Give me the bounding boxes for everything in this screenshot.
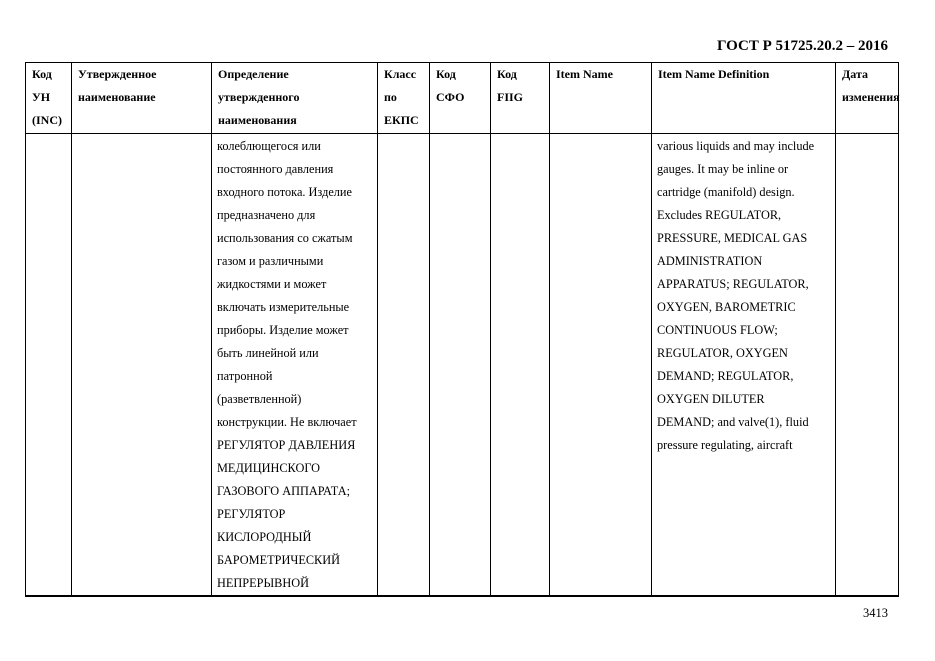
cell-text-line: OXYGEN, BAROMETRIC xyxy=(657,300,796,314)
cell-text-line: КИСЛОРОДНЫЙ xyxy=(217,530,312,544)
cell-text-line: приборы. Изделие может xyxy=(217,323,349,337)
header-code-sfo: Код СФО xyxy=(430,63,491,134)
header-class-ekps: Класс по ЕКПС xyxy=(378,63,430,134)
standard-table xyxy=(25,62,899,597)
cell-change-date xyxy=(836,134,899,597)
cell-text-line: газом и различными xyxy=(217,254,324,268)
document-title: ГОСТ Р 51725.20.2 – 2016 xyxy=(716,38,888,54)
cell-text-line: OXYGEN DILUTER xyxy=(657,392,765,406)
cell-text-line: ГАЗОВОГО АППАРАТА; xyxy=(217,484,351,498)
table-header-row xyxy=(26,63,899,134)
cell-text-line: pressure regulating, aircraft xyxy=(657,438,793,452)
cell-text-line: cartridge (manifold) design. xyxy=(657,185,795,199)
cell-text-line: конструкции. Не включает xyxy=(217,415,357,429)
header-code-un: Код УН (INC) xyxy=(26,63,72,134)
cell-text-line: (разветвленной) xyxy=(217,392,302,406)
cell-code-sfo xyxy=(430,134,491,597)
cell-code-un xyxy=(26,134,72,597)
header-item-name-definition: Item Name Definition xyxy=(652,63,836,134)
cell-text-line: various liquids and may include xyxy=(657,139,815,153)
cell-text-line: PRESSURE, MEDICAL GAS xyxy=(657,231,808,245)
cell-class-ekps xyxy=(378,134,430,597)
cell-text-line: Excludes REGULATOR, xyxy=(657,208,782,222)
page-number: 3413 xyxy=(863,606,888,620)
cell-item-name xyxy=(550,134,652,597)
cell-text-line: РЕГУЛЯТОР ДАВЛЕНИЯ xyxy=(217,438,356,452)
cell-text-line: APPARATUS; REGULATOR, xyxy=(657,277,809,291)
cell-text-line: входного потока. Изделие xyxy=(217,185,352,199)
header-change-date: Дата изменения xyxy=(836,63,899,134)
table-row xyxy=(26,134,899,597)
cell-text-line: РЕГУЛЯТОР xyxy=(217,507,286,521)
cell-approved-name xyxy=(72,134,212,597)
header-definition: Определение утвержденного наименования xyxy=(212,63,378,134)
cell-text-line: быть линейной или xyxy=(217,346,319,360)
cell-text-line: постоянного давления xyxy=(217,162,334,176)
cell-text-line: НЕПРЕРЫВНОЙ xyxy=(217,576,310,590)
cell-text-line: CONTINUOUS FLOW; xyxy=(657,323,778,337)
cell-text-line: МЕДИЦИНСКОГО xyxy=(217,461,321,475)
cell-text-line: колеблющегося или xyxy=(217,139,321,153)
cell-item-name-definition xyxy=(652,134,836,597)
cell-text-line: предназначено для xyxy=(217,208,316,222)
header-item-name: Item Name xyxy=(550,63,652,134)
cell-text-line: использования со сжатым xyxy=(217,231,353,245)
cell-definition xyxy=(212,134,378,597)
cell-text-line: жидкостями и может xyxy=(217,277,327,291)
cell-text-line: БАРОМЕТРИЧЕСКИЙ xyxy=(217,553,340,567)
cell-text-line: gauges. It may be inline or xyxy=(657,162,789,176)
cell-text-line: DEMAND; and valve(1), fluid xyxy=(657,415,809,429)
cell-code-fiig xyxy=(491,134,550,597)
cell-text-line: ADMINISTRATION xyxy=(657,254,763,268)
cell-text-line: включать измерительные xyxy=(217,300,350,314)
cell-text-line: патронной xyxy=(217,369,273,383)
header-code-fiig: Код FIIG xyxy=(491,63,550,134)
cell-text-line: DEMAND; REGULATOR, xyxy=(657,369,794,383)
cell-text-line: REGULATOR, OXYGEN xyxy=(657,346,788,360)
header-approved-name: Утвержденное наименование xyxy=(72,63,212,134)
